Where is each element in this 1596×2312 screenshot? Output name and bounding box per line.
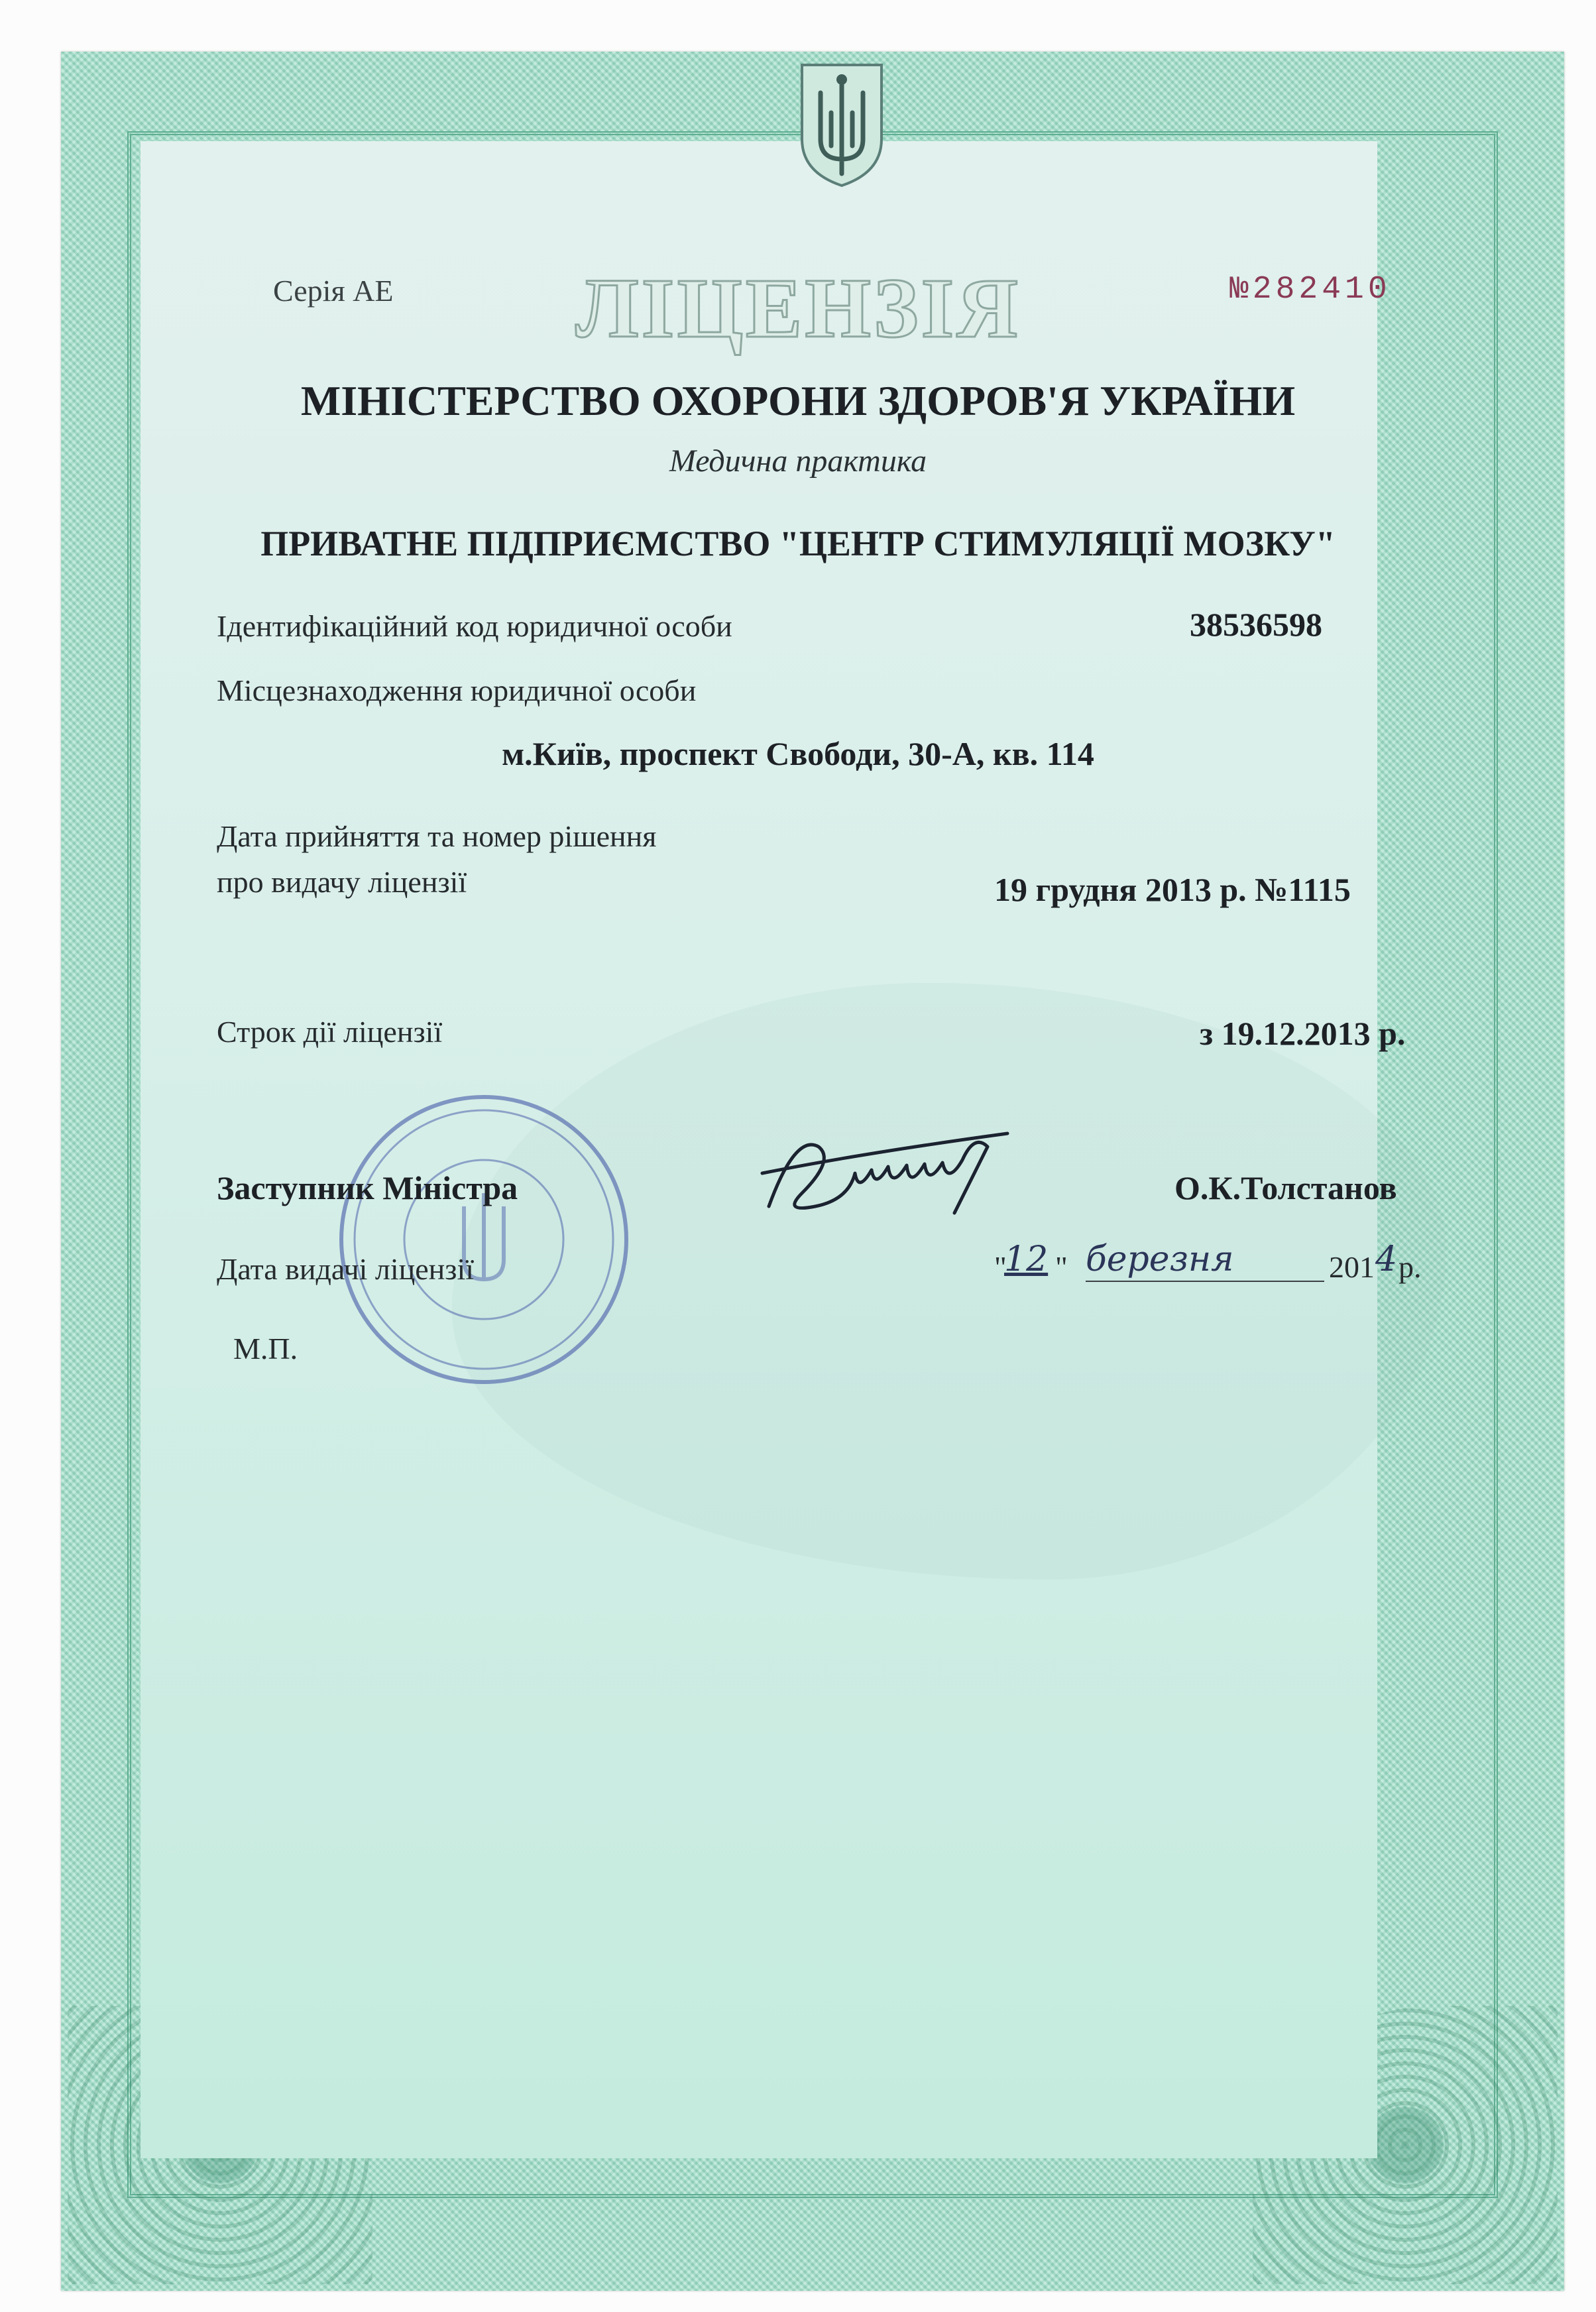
ministry-name: МІНІСТЕРСТВО ОХОРОНИ ЗДОРОВ'Я УКРАЇНИ	[300, 377, 1296, 424]
seal-placeholder: М.П.	[233, 1332, 298, 1365]
company-name: ПРИВАТНЕ ПІДПРИЄМСТВО "ЦЕНТР СТИМУЛЯЦІЇ МОЗКУ"	[260, 524, 1336, 563]
signer-position: Заступник Міністра	[217, 1169, 518, 1206]
issue-year-digit: 4	[1375, 1240, 1398, 1279]
signer-name: О.К.Толстанов	[1174, 1169, 1397, 1206]
term-value: з 19.12.2013 р.	[1200, 1015, 1406, 1052]
license-number: №282410	[1229, 272, 1391, 308]
signature-icon	[756, 1107, 1047, 1240]
issue-month: березня	[1086, 1240, 1324, 1282]
license-title: ЛІЦЕНЗІЯ	[575, 261, 1021, 355]
decision-label-line2: про видачу ліцензії	[217, 865, 467, 899]
official-stamp-icon	[331, 1087, 636, 1392]
id-code-value: 38536598	[1190, 606, 1322, 643]
license-series: Серія АЕ	[273, 274, 394, 308]
id-code-label: Ідентифікаційний код юридичної особи	[217, 609, 732, 643]
term-label: Строк дії ліцензії	[217, 1015, 443, 1049]
issue-date-close-quote: "	[1055, 1250, 1068, 1284]
location-label: Місцезнаходження юридичної особи	[217, 673, 697, 707]
issue-date-open-quote: "	[994, 1250, 1007, 1284]
practice-type: Медична практика	[669, 443, 927, 479]
decision-value: 19 грудня 2013 р. №1115	[994, 871, 1351, 908]
issue-date-label: Дата видачі ліцензії	[217, 1252, 475, 1286]
decision-label-line1: Дата прийняття та номер рішення	[217, 819, 657, 853]
trident-emblem-icon	[795, 60, 888, 190]
issue-year-suffix: р.	[1398, 1250, 1422, 1284]
issue-year-prefix: 201	[1329, 1250, 1375, 1284]
location-value: м.Київ, проспект Свободи, 30-А, кв. 114	[502, 735, 1094, 772]
issue-day: 12	[1004, 1240, 1049, 1279]
